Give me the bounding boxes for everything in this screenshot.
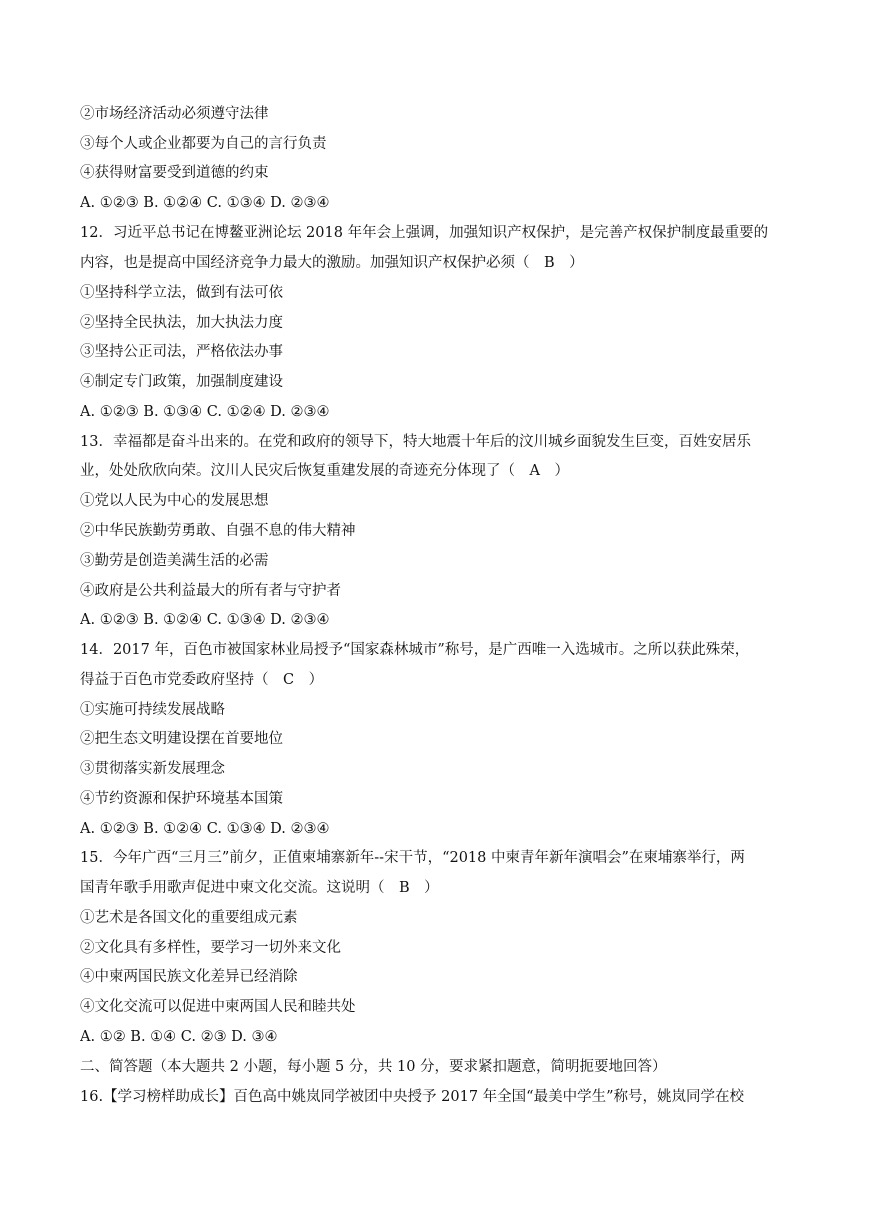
option-line: ③勤劳是创造美满生活的必需 xyxy=(80,553,269,569)
answer-choices: A. ①②③ B. ①②④ C. ①③④ D. ②③④ xyxy=(80,612,330,628)
option-line: ④文化交流可以促进中柬两国人民和睦共处 xyxy=(80,999,356,1015)
answer-choices: A. ①②③ B. ①③④ C. ①②④ D. ②③④ xyxy=(80,404,330,420)
question-15-stem: 国青年歌手用歌声促进中柬文化交流。这说明（ B ） xyxy=(80,880,439,896)
option-line: ②坚持全民执法，加大执法力度 xyxy=(80,315,283,331)
answer-choices: A. ①② B. ①④ C. ②③ D. ③④ xyxy=(80,1029,278,1045)
question-13-stem: 13．幸福都是奋斗出来的。在党和政府的领导下，特大地震十年后的汶川城乡面貌发生巨变，百姓安居乐 xyxy=(80,434,751,450)
option-line: ①党以人民为中心的发展思想 xyxy=(80,493,269,509)
option-line: ③每个人或企业都要为自己的言行负责 xyxy=(80,136,327,152)
option-line: ②中华民族勤劳勇敢、自强不息的伟大精神 xyxy=(80,523,356,539)
section-heading: 二、简答题（本大题共 2 小题，每小题 5 分，共 10 分，要求紧扣题意，简明扼要地回答） xyxy=(80,1059,667,1075)
option-line: ④获得财富要受到道德的约束 xyxy=(80,165,269,181)
answer-choices: A. ①②③ B. ①②④ C. ①③④ D. ②③④ xyxy=(80,195,330,211)
option-line: ④节约资源和保护环境基本国策 xyxy=(80,791,283,807)
option-line: ②把生态文明建设摆在首要地位 xyxy=(80,731,283,747)
option-line: ④制定专门政策，加强制度建设 xyxy=(80,374,283,390)
question-15-stem: 15．今年广西“三月三”前夕，正值柬埔寨新年--宋干节，“2018 中柬青年新年演唱会”在柬埔寨举行，两 xyxy=(80,850,745,866)
question-13-stem: 业，处处欣欣向荣。汶川人民灾后恢复重建发展的奇迹充分体现了（ A ） xyxy=(80,463,569,479)
option-line: ④中柬两国民族文化差异已经消除 xyxy=(80,969,298,985)
question-14-stem: 得益于百色市党委政府坚持（ C ） xyxy=(80,672,324,688)
option-line: ②市场经济活动必须遵守法律 xyxy=(80,106,269,122)
option-line: ①坚持科学立法，做到有法可依 xyxy=(80,285,283,301)
option-line: ③贯彻落实新发展理念 xyxy=(80,761,225,777)
option-line: ①实施可持续发展战略 xyxy=(80,702,225,718)
question-12-stem: 12．习近平总书记在博鳌亚洲论坛 2018 年年会上强调，加强知识产权保护，是完善产权保护制度最重要的 xyxy=(80,225,769,241)
answer-choices: A. ①②③ B. ①②④ C. ①③④ D. ②③④ xyxy=(80,821,330,837)
option-line: ①艺术是各国文化的重要组成元素 xyxy=(80,910,298,926)
question-14-stem: 14．2017 年，百色市被国家林业局授予“国家森林城市”称号，是广西唯一入选城市。之所以获此殊荣， xyxy=(80,642,750,658)
question-16-stem: 16.【学习榜样助成长】百色高中姚岚同学被团中央授予 2017 年全国“最美中学生”称号，姚岚同学在校 xyxy=(80,1089,745,1105)
question-12-stem: 内容，也是提高中国经济竞争力最大的激励。加强知识产权保护必须（ B ） xyxy=(80,255,584,271)
option-line: ④政府是公共利益最大的所有者与守护者 xyxy=(80,583,341,599)
option-line: ②文化具有多样性，要学习一切外来文化 xyxy=(80,940,341,956)
option-line: ③坚持公正司法，严格依法办事 xyxy=(80,344,283,360)
